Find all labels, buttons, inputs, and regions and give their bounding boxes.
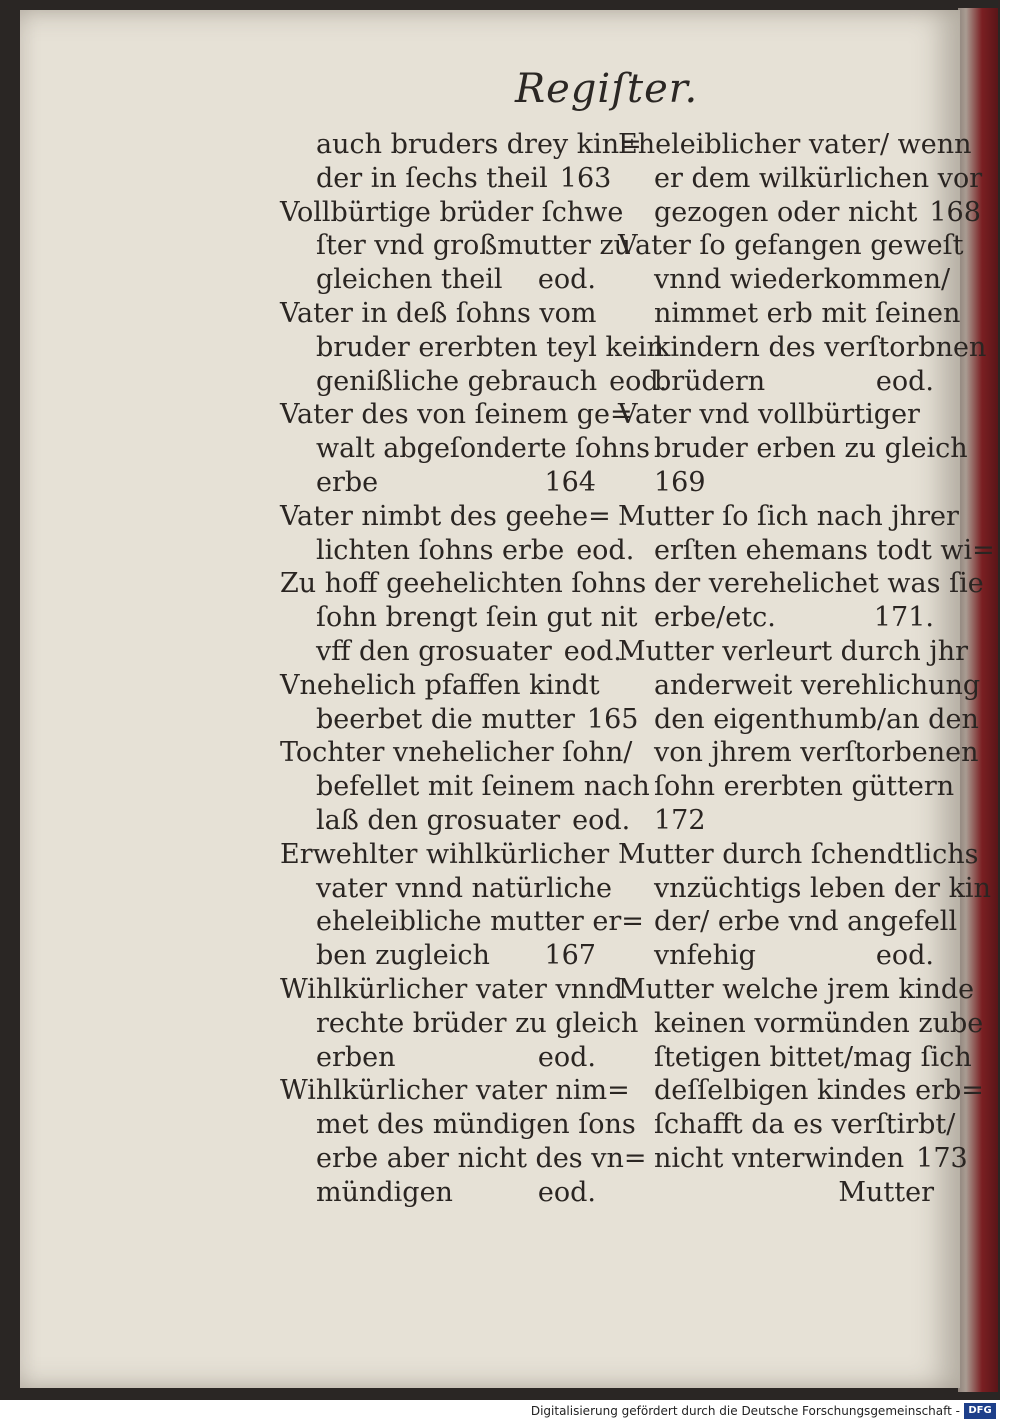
left-column-line <box>280 1007 639 1041</box>
entry-text: mündigen <box>316 1176 453 1208</box>
entry-text: bruder ererbten teyl kein <box>316 331 664 363</box>
entry-text: erſten ehemans todt wi= <box>654 534 995 566</box>
right-column-line <box>618 1041 972 1075</box>
right-column-line <box>618 128 972 162</box>
left-column-line <box>280 398 633 432</box>
entry-text: vff den grosuater <box>316 635 552 667</box>
entry-text: der verehelichet was ſie <box>654 568 984 600</box>
right-column-line <box>618 635 969 669</box>
page-ref <box>954 770 980 804</box>
entry-text: gezogen oder nicht <box>654 196 918 228</box>
left-column-line <box>280 703 639 737</box>
entry-text: Mutter verleurt durch jhr <box>618 635 969 667</box>
right-column-line <box>618 736 979 770</box>
entry-text: genißliche gebrauch <box>316 365 598 397</box>
funding-notice: Digitalisierung gefördert durch die Deutsche Forschungsgemeinschaft - <box>530 1404 960 1418</box>
page-ref: eod. <box>875 365 934 397</box>
entry-text: ſohn ererbten güttern <box>654 771 955 803</box>
entry-text: Wihlkürlicher vater vnnd <box>280 973 623 1005</box>
right-column-line <box>618 1176 948 1210</box>
entry-text: Mutter durch ſchendtlichs <box>618 838 979 870</box>
right-column-line <box>618 973 975 1007</box>
right-column-line <box>618 1007 984 1041</box>
page-ref <box>984 1074 1010 1108</box>
entry-text: brüdern <box>654 365 766 397</box>
right-column-line <box>618 263 951 297</box>
entry-text: nimmet erb mit ſeinen <box>654 297 961 329</box>
page-ref <box>986 331 1012 365</box>
entry-text: vater vnnd natürliche <box>316 872 612 904</box>
right-column-line <box>618 229 964 263</box>
page-ref <box>979 703 1005 737</box>
page-ref <box>983 1007 1009 1041</box>
left-column-line <box>280 229 632 263</box>
left-column-line <box>280 838 610 872</box>
entry-text: vnzüchtigs leben der kin <box>654 872 991 904</box>
page-ref <box>922 804 948 838</box>
page-ref: Mutter <box>838 1176 934 1208</box>
right-column-line <box>618 872 991 906</box>
entry-text: kindern des verſtorbnen <box>654 331 987 363</box>
entry-text: bruder erben zu gleich <box>654 433 968 465</box>
right-column-line <box>618 703 979 737</box>
entry-text: auch bruders drey kin= <box>316 129 642 160</box>
entry-text: vnnd wiederkommen/ <box>654 264 951 296</box>
entry-text: Eheleiblicher vater/ wenn <box>618 129 972 160</box>
page-ref: eod. <box>576 534 635 566</box>
right-column-line <box>618 534 995 568</box>
left-column-line <box>280 770 650 804</box>
left-column-line <box>280 196 624 230</box>
entry-text: Erwehlter wihlkürlicher <box>280 838 610 870</box>
page-ref <box>974 973 1000 1007</box>
right-column-line <box>618 838 979 872</box>
left-column-line <box>280 534 635 568</box>
page-ref: eod. <box>609 365 668 397</box>
entry-text: rechte brüder zu gleich <box>316 1007 639 1039</box>
entry-text: erben <box>316 1041 396 1073</box>
right-column-line <box>618 297 961 331</box>
entry-text: er dem wilkürlichen vor <box>654 162 983 194</box>
entry-text: beerbet die mutter <box>316 703 575 735</box>
left-column-line <box>280 1041 610 1075</box>
page-ref: 164 <box>544 466 596 498</box>
page-ref: eod. <box>572 804 631 836</box>
left-column <box>280 128 668 1210</box>
page-ref: eod. <box>537 1041 596 1073</box>
right-column-line <box>618 1142 968 1176</box>
right-column-line <box>618 432 968 466</box>
page-ref <box>978 736 1004 770</box>
entry-text: eheleibliche mutter er= <box>316 906 644 938</box>
left-column-line <box>280 905 644 939</box>
entry-text: vnfehig <box>654 940 756 972</box>
right-column-line <box>618 466 948 500</box>
entry-text: keinen vormünden zube <box>654 1007 984 1039</box>
entry-text: Vollbürtige brüder ſchwe <box>280 196 624 228</box>
left-column-line <box>280 1176 610 1210</box>
page-ref: 173 <box>916 1142 968 1174</box>
entry-text: lichten ſohns erbe <box>316 534 565 566</box>
right-column-line <box>618 331 987 365</box>
entry-text: der in ſechs theil <box>316 162 548 194</box>
entry-text: ben zugleich <box>316 940 490 972</box>
right-column-line <box>618 162 983 196</box>
page-ref: eod. <box>875 940 934 972</box>
entry-text: Vnehelich pfaffen kindt <box>280 669 600 701</box>
entry-text: erbe aber nicht des vn= <box>316 1142 647 1174</box>
page-ref <box>972 128 998 162</box>
right-column-line <box>618 669 981 703</box>
dfg-logo: DFG <box>964 1403 996 1419</box>
entry-text: gleichen theil <box>316 264 503 296</box>
left-column-line <box>280 1074 630 1108</box>
left-column-line <box>280 128 642 162</box>
right-column-line <box>618 196 981 230</box>
left-column-line <box>280 669 610 703</box>
right-column-line <box>618 500 959 534</box>
right-column-line <box>618 804 948 838</box>
left-column-line <box>280 872 610 906</box>
entry-text: Vater ſo gefangen geweſt <box>618 230 964 262</box>
right-column-line <box>618 398 948 432</box>
left-column-line <box>280 973 623 1007</box>
page-ref: 167 <box>544 940 596 972</box>
page-ref <box>960 297 986 331</box>
entry-text: met des mündigen ſons <box>316 1109 636 1141</box>
entry-text: von jhrem verſtorbenen <box>654 737 979 769</box>
entry-text: ſter vnd großmutter zu <box>316 230 632 262</box>
left-column-line <box>280 567 647 601</box>
entry-text: ſchafft da es verſtirbt/ <box>654 1109 956 1141</box>
entry-text: Mutter ſo ſich nach jhrer <box>618 500 959 532</box>
entry-text: 172 <box>654 804 706 836</box>
page-ref: 168 <box>929 196 981 228</box>
right-column-line <box>618 905 958 939</box>
page-ref <box>991 872 1017 906</box>
right-column <box>618 128 995 1210</box>
footer-bar <box>0 1400 1000 1424</box>
right-column-line <box>618 1108 956 1142</box>
entry-text: erbe/etc. <box>654 602 776 634</box>
left-column-line <box>280 1142 647 1176</box>
page-ref: eod. <box>563 635 622 667</box>
entry-text: erbe <box>316 466 379 498</box>
entry-text: Vater in deß ſohns vom <box>280 297 597 329</box>
entry-text: Vater vnd vollbürtiger <box>618 399 920 431</box>
entry-text: Vater nimbt des geehe= <box>280 500 611 532</box>
page-ref <box>957 905 983 939</box>
right-column-line <box>618 365 948 399</box>
entry-text: anderweit verehlichung <box>654 669 981 701</box>
page-ref <box>968 635 994 669</box>
entry-text: walt abgeſonderte ſohns <box>316 433 651 465</box>
running-header: Regiſter. <box>515 66 699 112</box>
entry-text: Mutter welche jrem kinde <box>618 973 975 1005</box>
left-column-line <box>280 297 610 331</box>
left-column-line <box>280 466 610 500</box>
left-column-line <box>280 500 610 534</box>
entry-text: Vater des von ſeinem ge= <box>280 399 633 431</box>
right-column-line <box>618 567 984 601</box>
left-column-line <box>280 601 638 635</box>
entry-text: laß den grosuater <box>316 804 561 836</box>
left-column-line <box>280 1108 636 1142</box>
page-ref: 163 <box>559 162 612 194</box>
page-ref <box>959 500 985 534</box>
page-ref <box>972 1041 998 1075</box>
right-column-line <box>618 1074 984 1108</box>
page-ref <box>950 263 976 297</box>
page-ref <box>982 162 1008 196</box>
page-ref <box>922 466 948 500</box>
left-column-line <box>280 331 664 365</box>
page-ref <box>980 669 1006 703</box>
left-column-line <box>280 804 631 838</box>
left-column-line <box>280 263 610 297</box>
entry-text: den eigenthumb/an den <box>654 703 979 735</box>
entry-text: befellet mit ſeinem nach <box>316 771 650 803</box>
page-ref: 171. <box>873 602 934 634</box>
entry-text: ſohn brengt ſein gut nit <box>316 602 638 634</box>
page-ref: eod. <box>537 264 596 296</box>
left-column-line <box>280 365 668 399</box>
page-ref <box>963 229 989 263</box>
entry-text: 169 <box>654 466 706 498</box>
right-column-line <box>618 939 948 973</box>
entry-text: der/ erbe vnd angefell <box>654 906 958 938</box>
page-ref <box>979 838 1005 872</box>
page-ref: 165 <box>586 703 639 735</box>
page-ref <box>968 432 994 466</box>
entry-text: Tochter vnehelicher ſohn/ <box>280 737 633 769</box>
page-ref <box>922 398 948 432</box>
page-ref <box>984 567 1010 601</box>
left-column-line <box>280 939 610 973</box>
page-ref <box>955 1108 981 1142</box>
entry-text: nicht vnterwinden <box>654 1142 905 1174</box>
left-column-line <box>280 635 622 669</box>
entry-text: Zu hoff geehelichten ſohns <box>280 568 647 600</box>
right-column-line <box>618 601 948 635</box>
page-ref <box>995 534 1021 568</box>
entry-text: ſtetigen bittet/mag ſich <box>654 1041 972 1073</box>
left-column-line <box>280 162 610 196</box>
right-column-line <box>618 770 955 804</box>
left-column-line <box>280 432 651 466</box>
left-column-line <box>280 736 633 770</box>
entry-text: Wihlkürlicher vater nim= <box>280 1075 630 1107</box>
entry-text: deſſelbigen kindes erb= <box>654 1075 984 1107</box>
page-ref: eod. <box>537 1176 596 1208</box>
